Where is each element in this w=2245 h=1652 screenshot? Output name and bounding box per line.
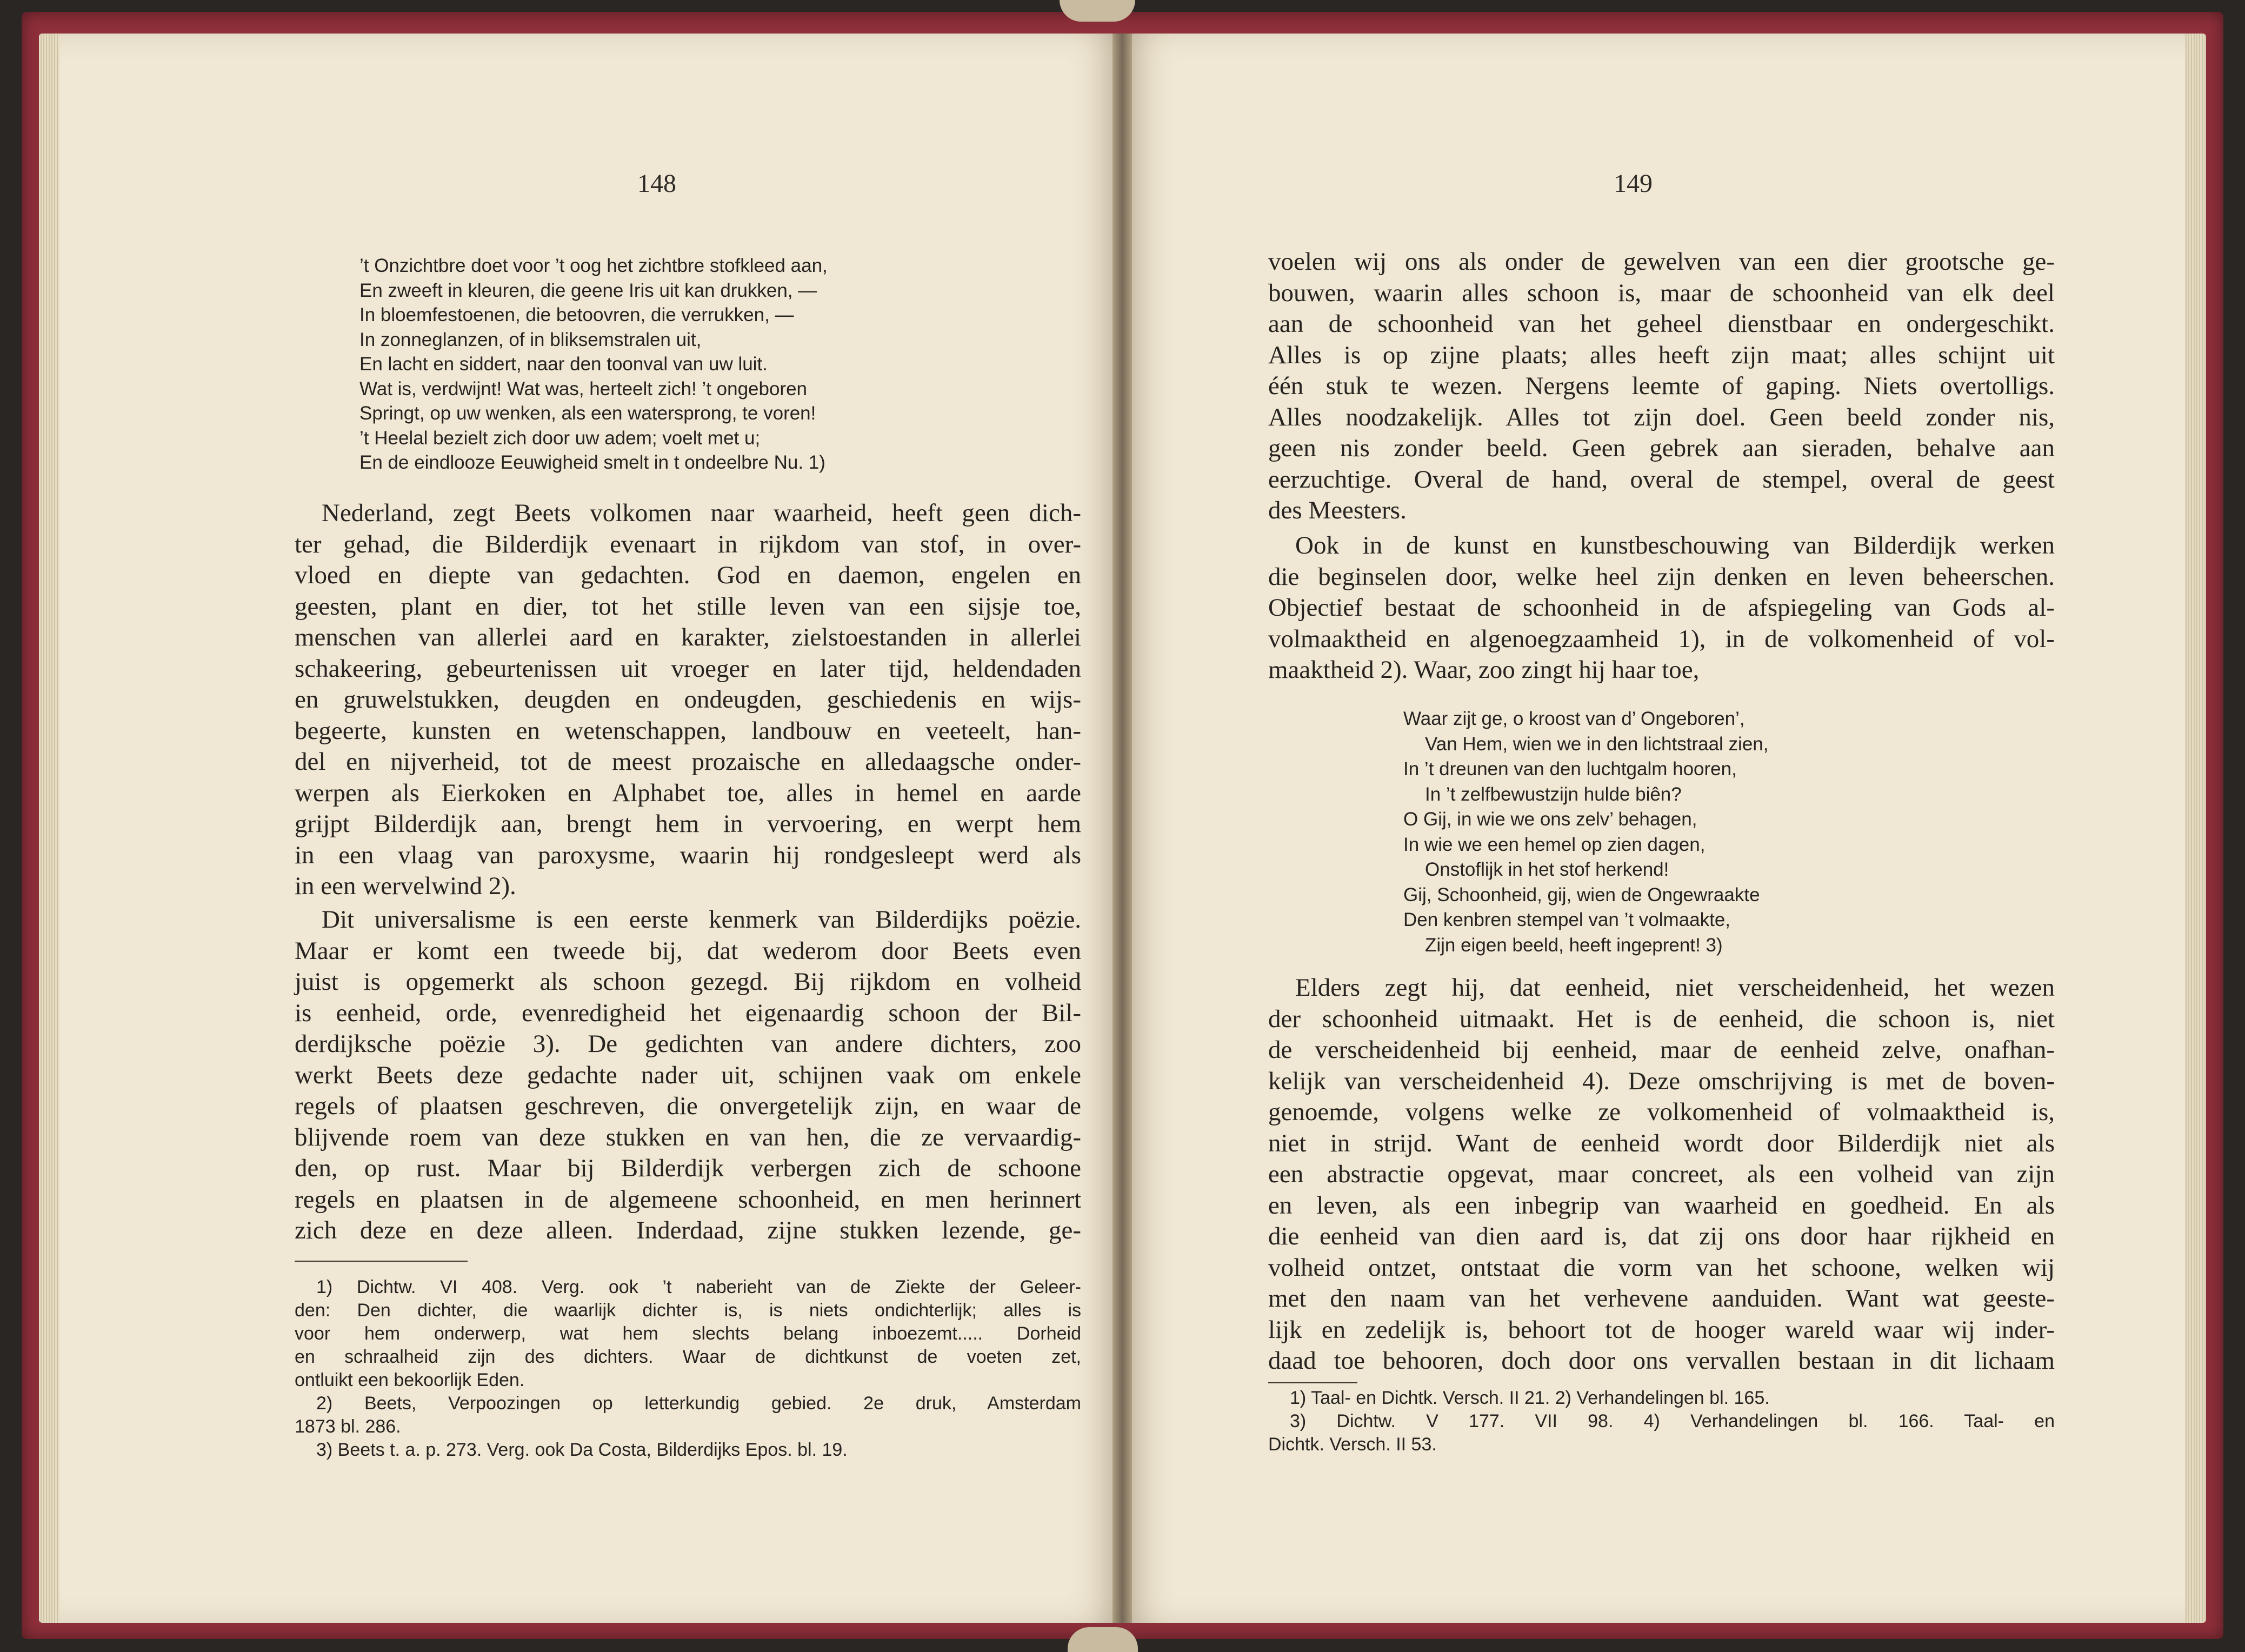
body-line: volmaaktheid en algenoegzaamheid 1), in de volkomenheid of vol- xyxy=(1268,624,2055,653)
body-line: daad toe behooren, doch door ons vervallen bestaan in dit lichaam xyxy=(1268,1347,2055,1375)
body-line: en leven, als een inbegrip van waarheid en goedheid. En als xyxy=(1268,1191,2055,1220)
verse-line: O Gij, in wie we ons zelv’ behagen, xyxy=(1403,809,1697,830)
right-page xyxy=(1122,34,2185,1623)
body-line: zich deze en deze alleen. Inderdaad, zijne stukken lezende, ge- xyxy=(295,1216,1081,1244)
body-line: en gruwelstukken, deugden en ondeugden, geschiedenis en wijs- xyxy=(295,685,1081,714)
verse-line: Wat is, verdwijnt! Wat was, herteelt zich! ’t ongeboren xyxy=(359,378,808,399)
body-line: lijk en zedelijk is, behoort tot de hooger wareld waar wij inder- xyxy=(1268,1315,2055,1344)
footnote-line: 3) Dichtw. V 177. VII 98. 4) Verhandelingen bl. 166. Taal- en xyxy=(1290,1411,2055,1431)
verse-line: Waar zijt ge, o kroost van d’ Ongeboren’, xyxy=(1403,708,1745,729)
footnote-line: en schraalheid zijn des dichters. Waar de dichtkunst de voeten zet, xyxy=(295,1347,1081,1367)
body-line: met den naam van het verhevene aanduiden. Want wat geeste- xyxy=(1268,1284,2055,1313)
verse-line: En lacht en siddert, naar den toonval van uw luit. xyxy=(359,354,768,375)
footnote-line: Dichtk. Versch. II 53. xyxy=(1268,1434,1437,1455)
body-line: derdijksche poëzie 3). De gedichten van andere dichters, zoo xyxy=(295,1030,1081,1058)
body-line: der schoonheid uitmaakt. Het is de eenheid, die schoon is, niet xyxy=(1268,1004,2055,1033)
verse-line: In wie we een hemel op zien dagen, xyxy=(1403,834,1706,855)
verse-line: Den kenbren stempel van ’t volmaakte, xyxy=(1403,909,1731,930)
body-line: eerzuchtige. Overal de hand, overal de stempel, overal de geest xyxy=(1268,465,2055,494)
verse-line: In ’t zelfbewustzijn hulde biên? xyxy=(1425,783,1682,805)
body-line: schakeering, gebeurtenissen uit vroeger en later tijd, heldendaden xyxy=(295,654,1081,683)
body-line: genoemde, volgens welke ze volkomenheid of volmaaktheid is, xyxy=(1268,1098,2055,1126)
verse-line: In ’t dreunen van den luchtgalm hooren, xyxy=(1403,758,1737,780)
body-line: maaktheid 2). Waar, zoo zingt hij haar toe, xyxy=(1268,656,1700,684)
body-line: aan de schoonheid van het geheel dienstbaar en ondergeschikt. xyxy=(1268,310,2055,338)
body-line: geen nis zonder beeld. Geen gebrek aan sieraden, behalve aan xyxy=(1268,434,2055,462)
body-line: ter gehad, die Bilderdijk evenaart in rijkdom van stof, in over- xyxy=(295,530,1081,558)
left-page xyxy=(59,34,1122,1623)
body-line: Objectief bestaat de schoonheid in de afspiegeling van Gods al- xyxy=(1268,594,2055,622)
verse-line: Zijn eigen beeld, heeft ingeprent! 3) xyxy=(1425,934,1723,956)
footnote-line: ontluikt een bekoorlijk Eden. xyxy=(295,1370,525,1390)
body-line: regels en plaatsen in de algemeene schoonheid, en men herinnert xyxy=(295,1185,1081,1214)
bookmark-ribbon-bottom xyxy=(1068,1627,1138,1652)
body-line: begeerte, kunsten en wetenschappen, landbouw en veeteelt, han- xyxy=(295,716,1081,745)
body-line: volheid ontzet, ontstaat die vorm van het schoone, welken wij xyxy=(1268,1253,2055,1282)
verse-line: ’t Onzichtbre doet voor ’t oog het zichtbre stofkleed aan, xyxy=(359,255,828,276)
verse-line: En zweeft in kleuren, die geene Iris uit kan drukken, — xyxy=(359,279,817,301)
body-line: die beginselen door, welke heel zijn denken en leven beheerschen. xyxy=(1268,562,2055,591)
verse-line: Springt, op uw wenken, als een watersprong, te voren! xyxy=(359,403,816,424)
page-number: 148 xyxy=(637,169,676,198)
page-number: 149 xyxy=(1614,169,1653,198)
body-line: Dit universalisme is een eerste kenmerk van Bilderdijks poëzie. xyxy=(322,905,1081,934)
body-line: menschen van allerlei aard en karakter, zielstoestanden in allerlei xyxy=(295,623,1081,651)
body-line: in een vlaag van paroxysme, waarin hij rondgesleept werd als xyxy=(295,841,1081,869)
body-line: geesten, plant en dier, tot het stille leven van een sijsje toe, xyxy=(295,592,1081,621)
footnote-line: 2) Beets, Verpoozingen op letterkundig gebied. 2e druk, Amsterdam xyxy=(316,1393,1081,1414)
footnote-rule xyxy=(1268,1382,1357,1383)
body-line: een abstractie opgevat, maar concreet, als een volheid van zijn xyxy=(1268,1160,2055,1188)
body-line: niet in strijd. Want de eenheid wordt door Bilderdijk niet als xyxy=(1268,1129,2055,1157)
body-line: blijvende roem van deze stukken en van hen, die ze vervaardig- xyxy=(295,1123,1081,1151)
verse-line: ’t Heelal bezielt zich door uw adem; voelt met u; xyxy=(359,427,761,449)
footnote-line: voor hem onderwerp, wat hem slechts belang inboezemt..... Dorheid xyxy=(295,1323,1081,1344)
footnote-line: 1) Dichtw. VI 408. Verg. ook ’t naberieht van de Ziekte der Geleer- xyxy=(316,1277,1081,1297)
body-line: vloed en diepte van gedachten. God en daemon, engelen en xyxy=(295,561,1081,589)
body-line: des Meesters. xyxy=(1268,496,1407,524)
body-line: grijpt Bilderdijk aan, brengt hem in vervoering, en werpt hem xyxy=(295,810,1081,838)
verse-line: In bloemfestoenen, die betoovren, die verrukken, — xyxy=(359,304,794,325)
bookmark-ribbon-top xyxy=(1060,0,1135,22)
body-line: juist is opgemerkt als schoon gezegd. Bij rijkdom en volheid xyxy=(295,968,1081,996)
verse-line: In zonneglanzen, of in bliksemstralen uit, xyxy=(359,329,702,350)
footnote-rule xyxy=(295,1261,468,1262)
body-line: is eenheid, orde, evenredigheid het eigenaardig schoon der Bil- xyxy=(295,998,1081,1027)
body-line: Nederland, zegt Beets volkomen naar waarheid, heeft geen dich- xyxy=(322,499,1081,527)
body-line: werpen als Eierkoken en Alphabet toe, alles in hemel en aarde xyxy=(295,778,1081,807)
verse-line: Onstoflijk in het stof herkend! xyxy=(1425,859,1669,880)
body-line: Ook in de kunst en kunstbeschouwing van Bilderdijk werken xyxy=(1295,531,2055,559)
body-line: regels of plaatsen geschreven, die onvergetelijk zijn, en waar de xyxy=(295,1092,1081,1120)
book-gutter xyxy=(1112,34,1132,1623)
body-line: Elders zegt hij, dat eenheid, niet verscheidenheid, het wezen xyxy=(1295,974,2055,1002)
body-line: Alles is op zijne plaats; alles heeft zijn maat; alles schijnt uit xyxy=(1268,341,2055,369)
footnote-line: 1) Taal- en Dichtk. Versch. II 21. 2) Verhandelingen bl. 165. xyxy=(1290,1388,1770,1408)
body-line: één stuk te wezen. Nergens leemte of gaping. Niets overtolligs. xyxy=(1268,372,2055,400)
verse-line: En de eindlooze Eeuwigheid smelt in t ondeelbre Nu. 1) xyxy=(359,452,825,473)
body-line: voelen wij ons als onder de gewelven van een dier grootsche ge- xyxy=(1268,248,2055,276)
verse-line: Van Hem, wien we in den lichtstraal zien, xyxy=(1425,733,1769,755)
verse-line: Gij, Schoonheid, gij, wien de Ongewraakte xyxy=(1403,884,1760,905)
body-line: werkt Beets deze gedachte nader uit, schijnen vaak om enkele xyxy=(295,1061,1081,1089)
body-line: Maar er komt een tweede bij, dat wederom door Beets even xyxy=(295,936,1081,965)
footnote-line: den: Den dichter, die waarlijk dichter is, is niets ondichterlijk; alles is xyxy=(295,1300,1081,1321)
footnote-line: 1873 bl. 286. xyxy=(295,1416,401,1437)
body-line: Alles noodzakelijk. Alles tot zijn doel. Geen beeld zonder nis, xyxy=(1268,403,2055,431)
body-line: del en nijverheid, tot de meest prozaische en alledaagsche onder- xyxy=(295,748,1081,776)
footnote-line: 3) Beets t. a. p. 273. Verg. ook Da Costa, Bilderdijks Epos. bl. 19. xyxy=(316,1440,848,1460)
body-line: die eenheid van dien aard is, dat zij ons door haar rijkheid en xyxy=(1268,1222,2055,1250)
body-line: in een wervelwind 2). xyxy=(295,872,516,900)
body-line: bouwen, waarin alles schoon is, maar de schoonheid van elk deel xyxy=(1268,278,2055,307)
body-line: kelijk van verscheidenheid 4). Deze omschrijving is met de boven- xyxy=(1268,1067,2055,1095)
body-line: de verscheidenheid bij eenheid, maar de eenheid zelve, onafhan- xyxy=(1268,1036,2055,1064)
body-line: den, op rust. Maar bij Bilderdijk verbergen zich de schoone xyxy=(295,1154,1081,1182)
